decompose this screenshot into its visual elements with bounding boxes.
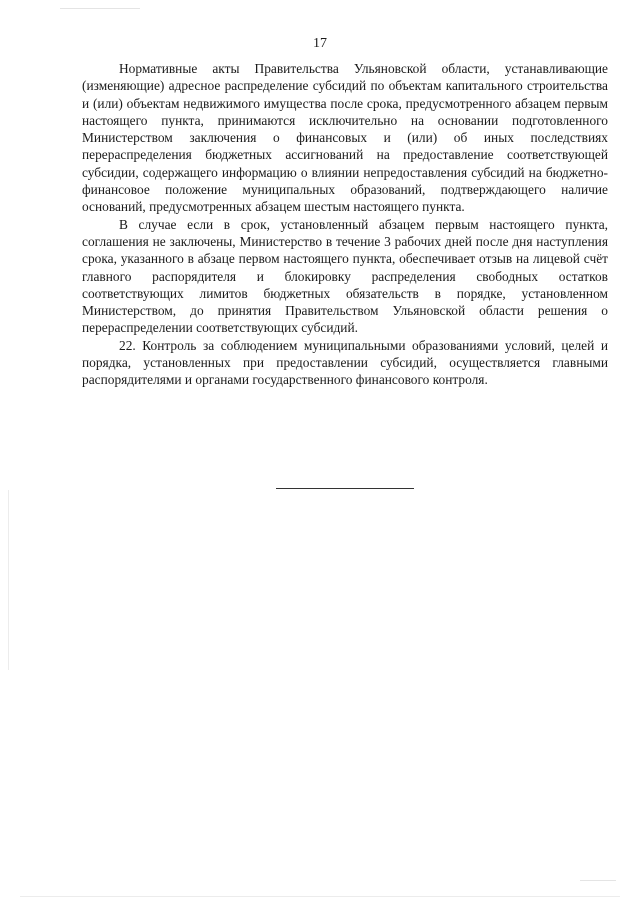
scan-artifact-top (60, 8, 140, 9)
scan-artifact-bottom (20, 896, 620, 897)
paragraph-normative-acts: Нормативные акты Правительства Ульяновской области, устанавливающие (изменяющие) адресное распределение субсидий по объектам капитального строительства и (или) объектам недвижимого имущества после срока, предусмотренного абзацем первым настоящего пункта, принимаются исключительно на основании подготовленного Министерством заключения о финансовых и (или) об иных последствиях перераспределения бюджетных ассигнований на предоставление соответствующей субсидии, содержащего информацию о влиянии непредоставления субсидий на бюджетно-финансовое положение муниципальных образований, подтверждающего наличие оснований, предусмотренных абзацем шестым настоящего пункта. (82, 61, 608, 215)
paragraph-agreements-not-concluded: В случае если в срок, установленный абзацем первым настоящего пункта, соглашения не заключены, Министерство в течение 3 рабочих дней после дня наступления срока, указанного в абзаце первом настоящего пункта, обеспечивает отзыв на лицевой счёт главного распорядителя и блокировку распределения свободных остатков соответствующих лимитов бюджетных обязательств в порядке, установленном Министерством, до принятия Правительством Ульяновской области решения о перераспределении соответствующих субсидий. (82, 216, 608, 336)
end-of-document-rule (276, 488, 414, 489)
page-number: 17 (313, 36, 327, 51)
scan-artifact-right (580, 880, 616, 881)
scan-artifact-left (8, 490, 9, 670)
document-body (82, 60, 608, 389)
paragraph-22-control: 22. Контроль за соблюдением муниципальными образованиями условий, целей и порядка, установленных при предоставлении субсидий, осуществляется главными распорядителями и органами государственного финансового контроля. (82, 337, 608, 388)
